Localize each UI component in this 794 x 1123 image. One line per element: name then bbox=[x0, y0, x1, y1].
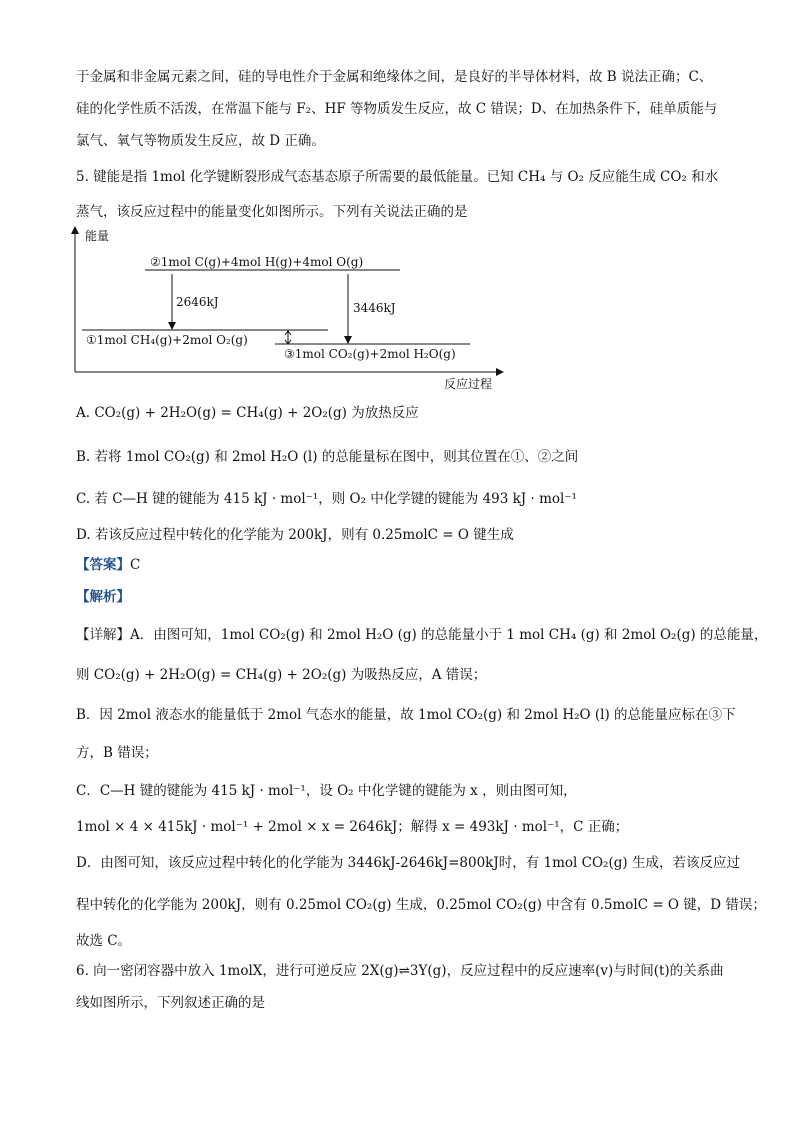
explanation-line: 【详解】A．由图可知，1mol CO₂(g) 和 2mol H₂O (g) 的总能量小于 1 mol CH₄ (g) 和 2mol O₂(g) 的总能量， bbox=[76, 627, 768, 643]
analysis-tag: 【解析】 bbox=[76, 589, 130, 605]
explanation-line: 故选 C。 bbox=[76, 933, 132, 949]
question-6-stem: 6. 向一密闭容器中放入 1molX，进行可逆反应 2X(g)⇌3Y(g)，反应过程中的反应速率(v)与时间(t)的关系曲 bbox=[76, 963, 724, 979]
analysis-line bbox=[76, 588, 130, 606]
option-d: D. 若该反应过程中转化的化学能为 200kJ，则有 0.25molC = O 键生成 bbox=[76, 527, 514, 543]
explanation-line: B．因 2mol 液态水的能量低于 2mol 气态水的能量，故 1mol CO₂(g) 和 2mol H₂O (l) 的总能量应标在③下 bbox=[76, 707, 736, 723]
energy-diagram bbox=[60, 222, 520, 397]
answer-tag: 【答案】 bbox=[76, 557, 130, 573]
explanation-line: 方，B 错误； bbox=[76, 745, 158, 761]
y-axis-label: 能量 bbox=[85, 229, 110, 243]
question-6-stem: 线如图所示，下列叙述正确的是 bbox=[76, 995, 265, 1011]
x-axis-label: 反应过程 bbox=[444, 377, 493, 391]
level-3-label: ③1mol CO₂(g)+2mol H₂O(g) bbox=[284, 347, 456, 361]
energy-2646-label: 2646kJ bbox=[176, 295, 219, 309]
text-line: 于金属和非金属元素之间，硅的导电性介于金属和绝缘体之间，是良好的半导体材料，故 B 说法正确；C、 bbox=[76, 69, 713, 85]
option-b: B. 若将 1mol CO₂(g) 和 2mol H₂O (l) 的总能量标在图中，则其位置在①、②之间 bbox=[76, 449, 579, 465]
explanation-line: D．由图可知，该反应过程中转化的化学能为 3446kJ-2646kJ=800kJ时，有 1mol CO₂(g) 生成，若该反应过 bbox=[76, 855, 740, 871]
energy-3446-label: 3446kJ bbox=[353, 301, 396, 315]
explanation-line: 则 CO₂(g) + 2H₂O(g) = CH₄(g) + 2O₂(g) 为吸热反应，A 错误； bbox=[76, 667, 487, 683]
text-line: 氯气、氧气等物质发生反应，故 D 正确。 bbox=[76, 133, 325, 149]
answer-line bbox=[76, 556, 140, 574]
explanation-line: C．C—H 键的键能为 415 kJ · mol⁻¹，设 O₂ 中化学键的键能为 x ，则由图可知， bbox=[76, 783, 577, 799]
option-a: A. CO₂(g) + 2H₂O(g) = CH₄(g) + 2O₂(g) 为放热反应 bbox=[76, 405, 419, 421]
text-line: 硅的化学性质不活泼，在常温下能与 F₂、HF 等物质发生反应，故 C 错误；D、在加热条件下，硅单质能与 bbox=[76, 101, 718, 117]
question-5-stem: 5. 键能是指 1mol 化学键断裂形成气态基态原子所需要的最低能量。已知 CH₄ 与 O₂ 反应能生成 CO₂ 和水 bbox=[76, 169, 719, 185]
option-c: C. 若 C—H 键的键能为 415 kJ · mol⁻¹，则 O₂ 中化学键的键能为 493 kJ · mol⁻¹ bbox=[76, 491, 577, 507]
level-2-label: ②1mol C(g)+4mol H(g)+4mol O(g) bbox=[150, 255, 364, 269]
explanation-line: 1mol × 4 × 415kJ · mol⁻¹ + 2mol × x = 2646kJ；解得 x = 493kJ · mol⁻¹，C 正确； bbox=[76, 819, 629, 835]
explanation-line: 程中转化的化学能为 200kJ，则有 0.25mol CO₂(g) 生成，0.25mol CO₂(g) 中含有 0.5molC = O 键，D 错误； bbox=[76, 897, 766, 913]
question-5-stem: 蒸气，该反应过程中的能量变化如图所示。下列有关说法正确的是 bbox=[76, 204, 468, 220]
level-1-label: ①1mol CH₄(g)+2mol O₂(g) bbox=[86, 333, 248, 347]
answer-value: C bbox=[130, 557, 141, 573]
